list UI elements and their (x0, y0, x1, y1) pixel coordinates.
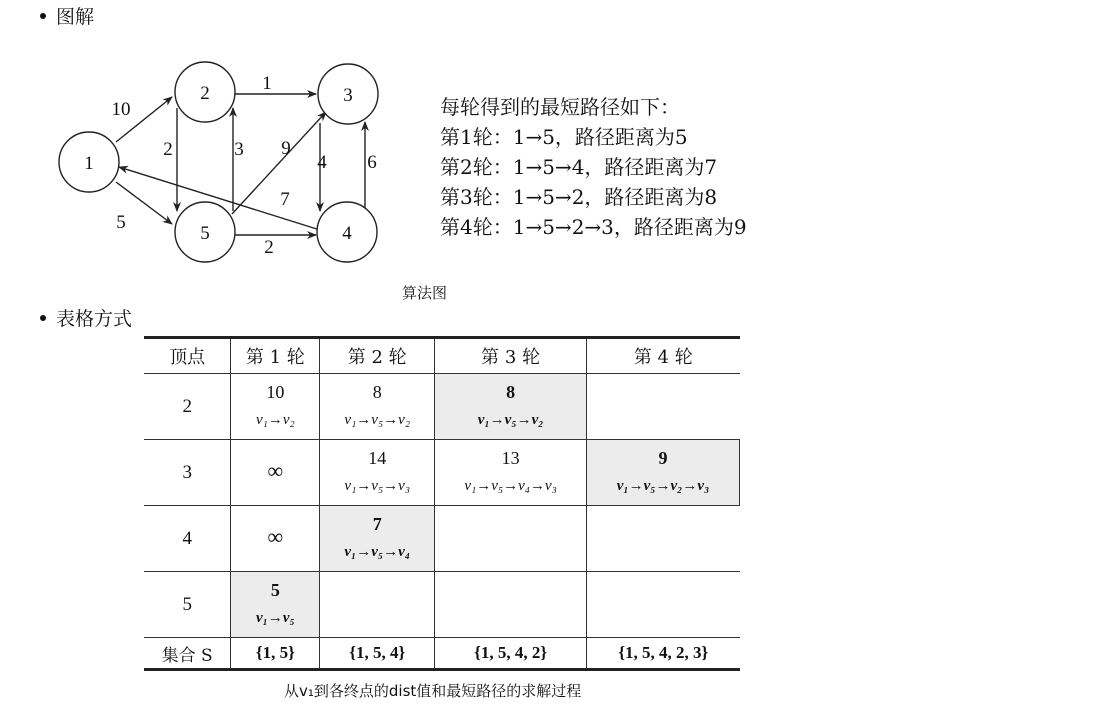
set-s-value: {1, 5, 4, 2, 3} (587, 638, 740, 670)
node-label-5: 5 (200, 223, 210, 244)
vertex-cell: 3 (144, 440, 231, 506)
weight-5-3: 9 (281, 138, 291, 159)
dist-cell (231, 506, 320, 572)
round-line-2: 第2轮：1→5→4，路径距离为7 (440, 155, 718, 179)
vertex-cell: 2 (144, 374, 231, 440)
weight-1-5: 5 (116, 212, 126, 233)
dist-cell-selected (231, 572, 320, 638)
weight-3-4: 4 (317, 152, 327, 173)
vertex-cell: 4 (144, 506, 231, 572)
set-s-value: {1, 5} (231, 638, 320, 670)
weight-5-4: 2 (264, 237, 274, 258)
dist-path: v₁→v₅→v₂ (344, 412, 411, 428)
node-label-2: 2 (200, 83, 210, 104)
weight-2-5: 2 (163, 139, 173, 160)
dist-path: v₁→v₂ (255, 412, 295, 428)
dist-path: v₁→v₅→v₂ (477, 412, 544, 428)
dist-value (587, 382, 739, 406)
section-title: 图解 (56, 6, 95, 28)
dist-cell (587, 572, 740, 638)
dist-value: 7 (372, 514, 382, 534)
dist-path: v₁→v₅ (255, 610, 295, 626)
weight-4-1: 7 (280, 189, 290, 210)
bullet-icon (40, 13, 46, 19)
dist-value: ∞ (267, 524, 284, 549)
node-label-1: 1 (84, 153, 94, 174)
dist-value (587, 514, 739, 538)
weight-5-2: 3 (234, 139, 244, 160)
dist-table-container (144, 336, 740, 671)
header-round-3: 第 3 轮 (435, 338, 587, 374)
dist-cell (320, 440, 435, 506)
round-line-1: 第1轮：1→5，路径距离为5 (440, 125, 688, 149)
header-vertex: 顶点 (144, 338, 231, 374)
section-heading-table (40, 304, 132, 331)
table-header-row (144, 338, 740, 374)
set-s-value: {1, 5, 4} (320, 638, 435, 670)
section-heading-diagram (40, 2, 94, 29)
dist-value: 5 (270, 580, 280, 600)
edge-5-3 (232, 112, 326, 214)
header-round-2: 第 2 轮 (320, 338, 435, 374)
node-label-4: 4 (342, 223, 352, 244)
table-row (144, 374, 740, 440)
table-caption: 从v₁到各终点的dist值和最短路径的求解过程 (284, 682, 582, 700)
dist-table (144, 336, 740, 671)
dist-cell (435, 572, 587, 638)
dist-value (320, 580, 434, 604)
dist-cell (320, 374, 435, 440)
dist-value: 10 (266, 382, 285, 402)
section-title: 表格方式 (56, 308, 133, 330)
table-row (144, 440, 740, 506)
dist-cell (435, 506, 587, 572)
set-s-row (144, 638, 740, 670)
node-label-3: 3 (343, 85, 353, 106)
header-round-4: 第 4 轮 (587, 338, 740, 374)
dist-value: 8 (506, 382, 516, 402)
vertex-cell: 5 (144, 572, 231, 638)
dist-path: v₁→v₅→v₂→v₃ (616, 478, 710, 494)
dist-path: v₁→v₅→v₄→v₃ (464, 478, 557, 494)
set-s-value: {1, 5, 4, 2} (435, 638, 587, 670)
graph-diagram (50, 50, 390, 275)
dist-value: ∞ (267, 458, 284, 483)
weight-1-2: 10 (111, 99, 131, 120)
dist-cell (435, 440, 587, 506)
round-line-4: 第4轮：1→5→2→3，路径距离为9 (440, 215, 747, 239)
header-round-1: 第 1 轮 (231, 338, 320, 374)
dist-cell (320, 572, 435, 638)
weight-4-3: 6 (367, 152, 377, 173)
dist-path: v₁→v₅→v₄ (344, 544, 411, 560)
dist-cell (587, 506, 740, 572)
dist-value (435, 580, 586, 604)
dist-cell (231, 440, 320, 506)
dist-cell (231, 374, 320, 440)
dist-cell-selected (435, 374, 587, 440)
dist-cell-selected (587, 440, 740, 506)
dist-value: 9 (658, 448, 668, 468)
round-line-3: 第3轮：1→5→2，路径距离为8 (440, 185, 718, 209)
dist-value: 14 (368, 448, 387, 468)
dist-cell (587, 374, 740, 440)
dist-value: 8 (372, 382, 382, 402)
table-row (144, 572, 740, 638)
rounds-summary (440, 92, 747, 242)
dist-value (587, 580, 739, 604)
dist-path: v₁→v₅→v₃ (344, 478, 411, 494)
table-row (144, 506, 740, 572)
figure-caption: 算法图 (402, 284, 448, 302)
dist-value (435, 514, 586, 538)
rounds-heading: 每轮得到的最短路径如下： (440, 95, 680, 119)
weight-2-3: 1 (262, 73, 272, 94)
bullet-icon (40, 315, 46, 321)
dist-cell-selected (320, 506, 435, 572)
set-s-label: 集合 S (144, 638, 231, 670)
dist-value: 13 (501, 448, 520, 468)
